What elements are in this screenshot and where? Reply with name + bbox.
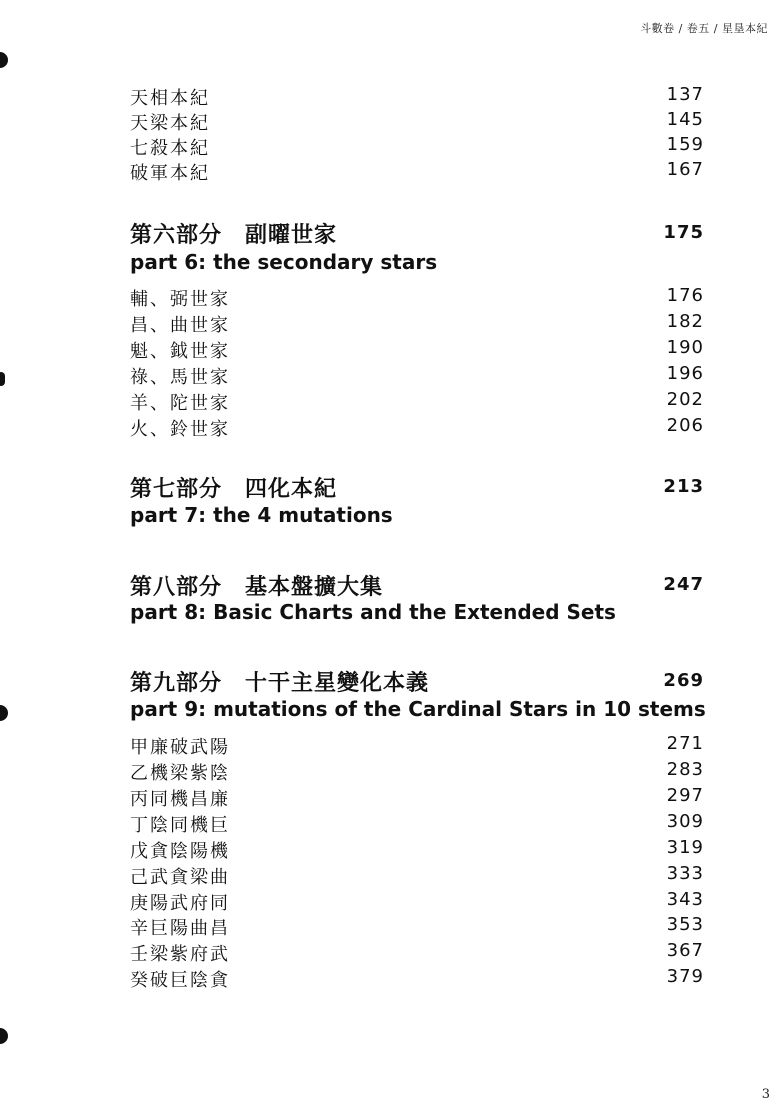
toc-section-part8[interactable] [130,570,704,600]
section-title: 第七部分 四化本紀 [130,476,338,502]
toc-entry-page: 379 [666,966,704,987]
toc-entry-page: 283 [666,759,704,780]
toc-section-part6[interactable] [130,218,704,248]
toc-entry[interactable] [130,966,704,992]
toc-entry[interactable] [130,811,704,837]
toc-entry[interactable] [130,863,704,889]
toc-entry-page: 319 [666,837,704,858]
toc-entry-page: 137 [666,84,704,105]
toc-entry-page: 309 [666,811,704,832]
section-subtitle: part 8: Basic Charts and the Extended Sets [130,600,616,624]
toc-entry[interactable] [130,363,704,389]
toc-entry[interactable] [130,759,704,785]
toc-entry-title: 甲廉破武陽 [130,737,230,758]
punch-hole [0,1028,8,1044]
toc-entry-title: 丙同機昌廉 [130,789,230,810]
toc-entry-page: 333 [666,863,704,884]
toc-entry[interactable] [130,785,704,811]
toc-entry-title: 火、鈴世家 [130,419,230,440]
toc-entry[interactable] [130,837,704,863]
toc-entry[interactable] [130,159,704,185]
toc-section-part7[interactable] [130,472,704,502]
toc-entry-page: 271 [666,733,704,754]
toc-entry-page: 190 [666,337,704,358]
toc-entry[interactable] [130,84,704,110]
toc-entry[interactable] [130,733,704,759]
toc-entry-page: 297 [666,785,704,806]
toc-entry-title: 乙機梁紫陰 [130,763,230,784]
punch-hole [0,52,8,68]
toc-entry[interactable] [130,415,704,441]
toc-entry-title: 祿、馬世家 [130,367,230,388]
toc-entry-page: 367 [666,940,704,961]
toc-entry-page: 182 [666,311,704,332]
toc-entry-title: 輔、弼世家 [130,289,230,310]
toc-entry[interactable] [130,337,704,363]
toc-entry-title: 七殺本紀 [130,138,210,159]
toc-entry[interactable] [130,285,704,311]
section-subtitle: part 9: mutations of the Cardinal Stars in 10 stems [130,697,706,721]
toc-entry-page: 176 [666,285,704,306]
toc-entry-title: 天相本紀 [130,88,210,109]
toc-entry-title: 辛巨陽曲昌 [130,918,230,939]
section-page: 175 [663,222,704,243]
toc-entry-title: 魁、鉞世家 [130,341,230,362]
section-subtitle: part 6: the secondary stars [130,250,438,274]
edge-mark [0,372,5,386]
toc-entry-title: 破軍本紀 [130,163,210,184]
section-page: 213 [663,476,704,497]
toc-entry-title: 天梁本紀 [130,113,210,134]
section-title: 第六部分 副曜世家 [130,222,338,248]
toc-entry-page: 343 [666,889,704,910]
toc-entry-page: 202 [666,389,704,410]
toc-entry[interactable] [130,109,704,135]
toc-entry[interactable] [130,940,704,966]
toc-entry-title: 庚陽武府同 [130,893,230,914]
toc-entry-title: 丁陰同機巨 [130,815,230,836]
toc-entry-title: 羊、陀世家 [130,393,230,414]
toc-entry[interactable] [130,889,704,915]
toc-entry[interactable] [130,914,704,940]
toc-entry-title: 壬梁紫府武 [130,944,230,965]
toc-entry-page: 159 [666,134,704,155]
toc-entry-title: 戊貪陰陽機 [130,841,230,862]
toc-entry-page: 167 [666,159,704,180]
section-subtitle: part 7: the 4 mutations [130,503,393,527]
running-header: 斗數卷 / 卷五 / 星垦本紀 [640,22,768,35]
toc-entry[interactable] [130,311,704,337]
toc-entry-title: 己武貪梁曲 [130,867,230,888]
punch-hole [0,705,8,721]
section-title: 第八部分 基本盤擴大集 [130,574,384,600]
toc-entry[interactable] [130,134,704,160]
toc-entry[interactable] [130,389,704,415]
toc-entry-page: 353 [666,914,704,935]
toc-entry-page: 206 [666,415,704,436]
toc-entry-title: 癸破巨陰貪 [130,970,230,991]
toc-entry-page: 145 [666,109,704,130]
toc-entry-title: 昌、曲世家 [130,315,230,336]
section-title: 第九部分 十干主星變化本義 [130,670,430,696]
section-page: 269 [663,670,704,691]
section-page: 247 [663,574,704,595]
toc-section-part9[interactable] [130,666,704,696]
page-number: 3 [761,1087,770,1102]
toc-entry-page: 196 [666,363,704,384]
